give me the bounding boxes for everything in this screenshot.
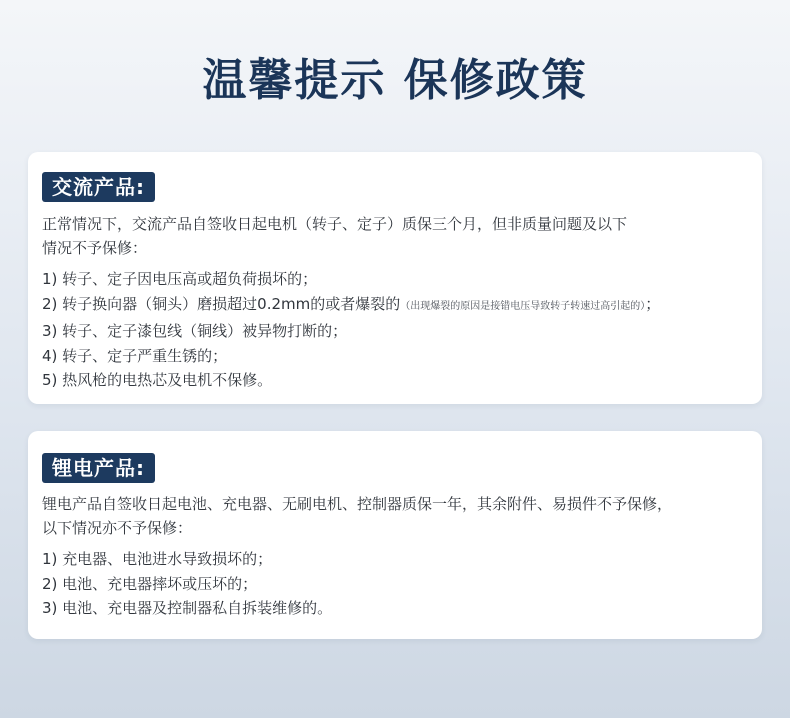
list-item: 3) 转子、定子漆包线（铜线）被异物打断的； <box>42 322 348 340</box>
list-item: 1) 充电器、电池进水导致损坏的； <box>42 550 273 568</box>
ac-intro-line: 正常情况下，交流产品自签收日起电机（转子、定子）质保三个月，但非质量问题及以下 <box>42 215 628 233</box>
list-item: 3) 电池、充电器及控制器私自拆装维修的。 <box>42 599 333 617</box>
lithium-intro-line: 锂电产品自签收日起电池、充电器、无刷电机、控制器质保一年，其余附件、易损件不予保修， <box>42 495 673 513</box>
list-item: 2) 转子换向器（铜头）磨损超过0.2mm的或者爆裂的（出现爆裂的原因是接错电压导致转子转速过高引起的）； <box>42 294 661 313</box>
ac-intro-line: 情况不予保修： <box>42 239 148 257</box>
ac-intro-text <box>42 212 752 260</box>
ac-condition-list <box>42 267 756 393</box>
list-item: 2) 电池、充电器摔坏或压坏的； <box>42 574 258 593</box>
lithium-intro-line: 以下情况亦不予保修： <box>42 519 193 537</box>
page-title: 温馨提示 保修政策 <box>202 55 588 106</box>
ac-section-badge: 交流产品: <box>42 172 155 202</box>
list-item: 4) 转子、定子严重生锈的； <box>42 346 228 365</box>
list-item-note: （出现爆裂的原因是接错电压导致转子转速过高引起的） <box>400 300 646 312</box>
lithium-product-card <box>28 431 762 639</box>
list-item: 5) 热风枪的电热芯及电机不保修。 <box>42 371 273 389</box>
list-item: 1) 转子、定子因电压高或超负荷损坏的； <box>42 270 318 288</box>
lithium-intro-text <box>42 492 752 540</box>
lithium-condition-list <box>42 547 756 621</box>
ac-product-card <box>28 152 762 404</box>
lithium-section-badge: 锂电产品: <box>42 453 155 483</box>
